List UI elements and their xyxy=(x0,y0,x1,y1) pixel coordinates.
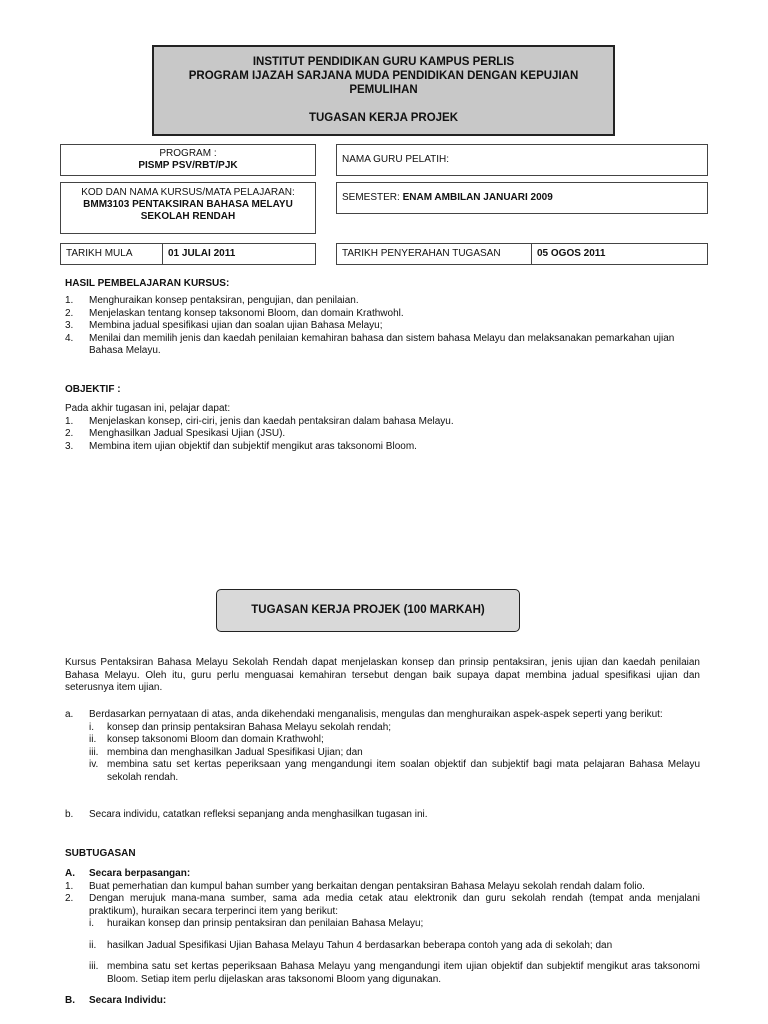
list-item: 3. Membina item ujian objektif dan subjektif mengikut aras taksonomi Bloom. xyxy=(65,440,417,452)
program-label: PROGRAM : xyxy=(159,148,217,159)
guru-cell xyxy=(336,144,708,176)
objektif-section xyxy=(65,384,705,453)
tarikh-serah-cell xyxy=(336,243,708,265)
semester-cell xyxy=(336,182,708,214)
tarikh-serah-label: TARIKH PENYERAHAN TUGASAN xyxy=(337,244,532,264)
document-header xyxy=(152,45,615,136)
kod-cell xyxy=(60,182,316,234)
sub-item: iii. membina dan menghasilkan Jadual Spesifikasi Ujian; dan xyxy=(89,746,363,758)
sub-item: i. konsep dan prinsip pentaksiran Bahasa Melayu sekolah rendah; xyxy=(89,721,392,733)
list-item: 2. Menjelaskan tentang konsep taksonomi Bloom, dan domain Krathwohl. xyxy=(65,307,404,319)
hasil-section xyxy=(65,278,705,358)
kod-label: KOD DAN NAMA KURSUS/MATA PELAJARAN: xyxy=(81,187,295,198)
institute-name: INSTITUT PENDIDIKAN GURU KAMPUS PERLIS xyxy=(252,56,515,68)
tarikh-serah-value: 05 OGOS 2011 xyxy=(537,248,606,259)
kod-value-cont: SEKOLAH RENDAH xyxy=(140,211,236,222)
list-item: 1. Buat pemerhatian dan kumpul bahan sumber yang berkaitan dengan pentaksiran Bahasa Melayu sekolah rendah dalam folio. xyxy=(65,880,645,892)
objektif-intro: Pada akhir tugasan ini, pelajar dapat: xyxy=(65,403,231,414)
tarikh-mula-cell xyxy=(60,243,316,265)
task-title-box: TUGASAN KERJA PROJEK (100 MARKAH) xyxy=(216,589,520,632)
sub-item: iii. membina satu set kertas peperiksaan Bahasa Melayu yang mengandungi item ujian objektif dan subjektif mengikut aras taksonomi Bloom. Setiap item perlu dijelaskan aras taksonomi Bloom yang digunakan. xyxy=(89,961,700,985)
subtugasan-section xyxy=(65,848,700,1008)
intro-paragraph: Kursus Pentaksiran Bahasa Melayu Sekolah Rendah dapat menjelaskan konsep dan prinsip pentaksiran, jenis ujian dan kaedah penilaian Bahasa Melayu. Oleh itu, guru perlu menguasai kemahiran tersebut dengan baik supaya dapat membina jadual spesifikasi ujian dan seterusnya item ujian. xyxy=(65,657,700,693)
subtugasan-title: SUBTUGASAN xyxy=(65,848,136,859)
list-item: 2. Menghasilkan Jadual Spesikasi Ujian (JSU). xyxy=(65,428,286,439)
guru-label: NAMA GURU PELATIH: xyxy=(342,154,450,165)
part-b xyxy=(65,809,700,822)
tarikh-mula-value: 01 JULAI 2011 xyxy=(168,248,236,259)
sub-item: i. huraikan konsep dan prinsip pentaksiran dan penilaian Bahasa Melayu; xyxy=(89,918,424,929)
header-task-title: TUGASAN KERJA PROJEK xyxy=(308,112,459,124)
part-a xyxy=(65,709,700,784)
list-item: 2. Dengan merujuk mana-mana sumber, sama ada media cetak atau elektronik dan guru sekolah rendah (tempat anda menjalani praktikum), huraikan secara terperinci item yang berikut: xyxy=(65,893,700,917)
subtugasan-a-heading: A. Secara berpasangan: xyxy=(65,868,191,879)
list-item: a. Berdasarkan pernyataan di atas, anda dikehendaki menganalisis, mengulas dan menghuraikan aspek-aspek seperti yang berikut: xyxy=(65,709,663,720)
list-item: b. Secara individu, catatkan refleksi sepanjang anda menghasilkan tugasan ini. xyxy=(65,809,428,820)
sub-item: ii. hasilkan Jadual Spesifikasi Ujian Bahasa Melayu Tahun 4 berdasarkan beberapa contoh yang ada di sekolah; dan xyxy=(89,939,613,951)
sub-item: iv. membina satu set kertas peperiksaan yang mengandungi item soalan objektif dan subjektif bagi mata pelajaran Bahasa Melayu sekolah rendah. xyxy=(89,759,700,783)
list-item: 1. Menjelaskan konsep, ciri-ciri, jenis dan kaedah pentaksiran dalam bahasa Melayu. xyxy=(65,415,454,427)
sub-item: ii. konsep taksonomi Bloom dan domain Krathwohl; xyxy=(89,734,324,745)
program-value: PISMP PSV/RBT/PJK xyxy=(138,160,238,171)
kod-value: BMM3103 PENTAKSIRAN BAHASA MELAYU xyxy=(83,199,293,210)
list-item: 3. Membina jadual spesifikasi ujian dan soalan ujian Bahasa Melayu; xyxy=(65,320,383,331)
hasil-title: HASIL PEMBELAJARAN KURSUS: xyxy=(65,278,230,289)
tarikh-mula-label: TARIKH MULA xyxy=(61,244,163,264)
program-title-cont: PEMULIHAN xyxy=(349,84,418,96)
program-cell xyxy=(60,144,316,176)
objektif-title: OBJEKTIF : xyxy=(65,384,121,395)
program-title: PROGRAM IJAZAH SARJANA MUDA PENDIDIKAN DENGAN KEPUJIAN xyxy=(188,70,579,82)
semester-label: SEMESTER: xyxy=(342,192,400,203)
list-item: 1. Menghuraikan konsep pentaksiran, pengujian, dan penilaian. xyxy=(65,295,359,306)
semester-value: ENAM AMBILAN JANUARI 2009 xyxy=(402,192,553,203)
list-item: 4. Menilai dan memilih jenis dan kaedah penilaian kemahiran bahasa dan sistem bahasa Melayu dan melaksanakan pemarkahan ujian Bahasa Melayu. xyxy=(65,332,675,356)
subtugasan-b-heading: B. Secara Individu: xyxy=(65,995,167,1006)
